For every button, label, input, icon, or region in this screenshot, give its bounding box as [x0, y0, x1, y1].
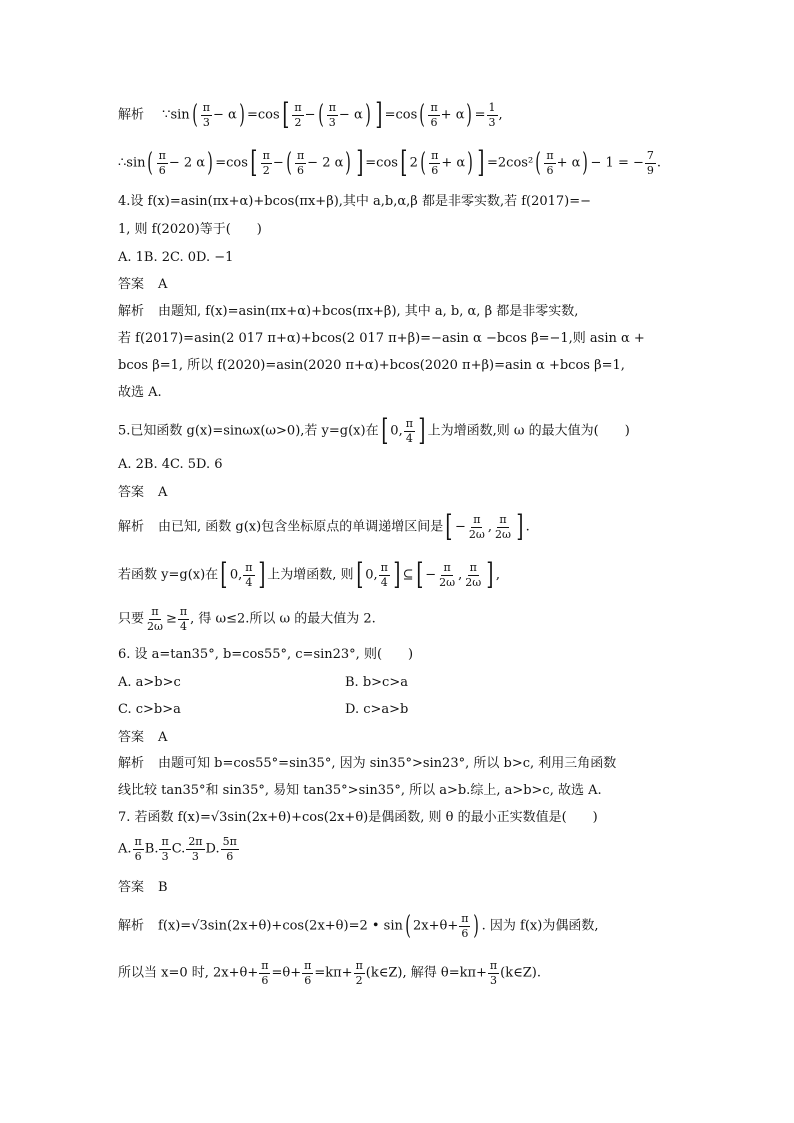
question-4-analysis-3: bcos β=1, 所以 f(2020)=asin(2020 π+α)+bcos(2020 π+β)=asin α +bcos β=1,	[118, 358, 625, 373]
question-6-option-d: D. c>a>b	[345, 702, 409, 717]
question-5-stem: 5.已知函数 g(x)=sinωx(ω>0),若 y=g(x)在[ 0, $\frac{\pi}{4}$ ] 上为增函数,则 ω 的最大值为( )	[118, 413, 630, 448]
question-6-analysis-1: 解析 由题可知 b=cos55°=sin35°, 因为 sin35°>sin23°, 所以 b>c, 利用三角函数	[118, 756, 617, 771]
question-6-analysis-2: 线比较 tan35°和 sin35°, 易知 tan35°>sin35°, 所以 a>b.综上, a>b>c, 故选 A.	[118, 783, 602, 798]
derivation-line-2: ∴sin( $\frac{\pi}{6}$ − 2 α) =cos[ $\frac{\pi}{2}$ −( $\frac{\pi}{6}$ − 2 α) ] =cos[ 2( $\frac{\pi}{6}$ + α) ] =2cos²( $\frac{\pi}{6}$ + α) − 1 = − $\frac{7}{9}$ .	[118, 145, 662, 180]
question-4-analysis-2: 若 f(2017)=asin(2 017 π+α)+bcos(2 017 π+β)=−asin α −bcos β=−1,则 asin α +	[118, 331, 645, 346]
fraction: $\frac{\pi}{3}$	[202, 100, 211, 129]
question-5-analysis-3: 只要 $\frac{\pi}{2\omega}$ ≥ $\frac{\pi}{4}$ , 得 ω≤2.所以 ω 的最大值为 2.	[118, 605, 376, 633]
question-4-stem: 4.设 f(x)=asin(πx+α)+bcos(πx+β),其中 a,b,α,β 都是非零实数,若 f(2017)=−	[118, 194, 592, 209]
derivation-line-1: 解析 ∵sin( $\frac{\pi}{3}$ − α) =cos[ $\frac{\pi}{2}$ −( $\frac{\pi}{3}$ − α) ] =cos( $\frac{\pi}{6}$ + α) = $\frac{1}{3}$ ,	[118, 97, 503, 132]
question-4-analysis-4: 故选 A.	[118, 385, 162, 400]
question-4-stem-cont: 1, 则 f(2020)等于( )	[118, 222, 262, 237]
question-6-option-b: B. b>c>a	[345, 675, 408, 690]
question-4-analysis-1: 解析 由题知, f(x)=asin(πx+α)+bcos(πx+β), 其中 a, b, α, β 都是非零实数,	[118, 304, 579, 319]
question-4-options: A. 1B. 2C. 0D. −1	[118, 250, 234, 265]
question-6-option-a: A. a>b>c	[118, 675, 181, 690]
question-7-analysis-2: 所以当 x=0 时, 2x+θ+ $\frac{\pi}{6}$ =θ+ $\frac{\pi}{6}$ =kπ+ $\frac{\pi}{2}$ (k∈Z), 解得 θ=kπ+ $\frac{\pi}{3}$ (k∈Z).	[118, 959, 541, 987]
question-5-answer: 答案 A	[118, 485, 168, 500]
question-7-options: A. $\frac{\pi}{6}$ B. $\frac{\pi}{3}$ C. $\frac{2\pi}{3}$ D. $\frac{5\pi}{6}$	[118, 835, 237, 863]
question-5-analysis-1: 解析 由已知, 函数 g(x)包含坐标原点的单调递增区间是[ − $\frac{\pi}{2\omega}$ , $\frac{\pi}{2\omega}$ ] .	[118, 509, 530, 544]
question-7-analysis-1: 解析 f(x)=√3sin(2x+θ)+cos(2x+θ)=2 • sin( 2x+θ+ $\frac{\pi}{6}$ ) . 因为 f(x)为偶函数,	[118, 911, 599, 942]
question-6-answer: 答案 A	[118, 730, 168, 745]
question-6-option-c: C. c>b>a	[118, 702, 181, 717]
question-5-options: A. 2B. 4C. 5D. 6	[118, 457, 223, 472]
analysis-label: 解析	[118, 107, 145, 123]
question-7-answer: 答案 B	[118, 880, 168, 895]
question-6-stem: 6. 设 a=tan35°, b=cos55°, c=sin23°, 则( )	[118, 647, 414, 662]
question-7-stem: 7. 若函数 f(x)=√3sin(2x+θ)+cos(2x+θ)是偶函数, 则 θ 的最小正实数值是( )	[118, 810, 598, 825]
question-4-answer: 答案 A	[118, 277, 168, 292]
question-5-analysis-2: 若函数 y=g(x)在[ 0, $\frac{\pi}{4}$ ] 上为增函数, 则[ 0, $\frac{\pi}{4}$ ] ⊆[ − $\frac{\pi}{2\omega}$ , $\frac{\pi}{2\omega}$ ] ,	[118, 557, 501, 592]
